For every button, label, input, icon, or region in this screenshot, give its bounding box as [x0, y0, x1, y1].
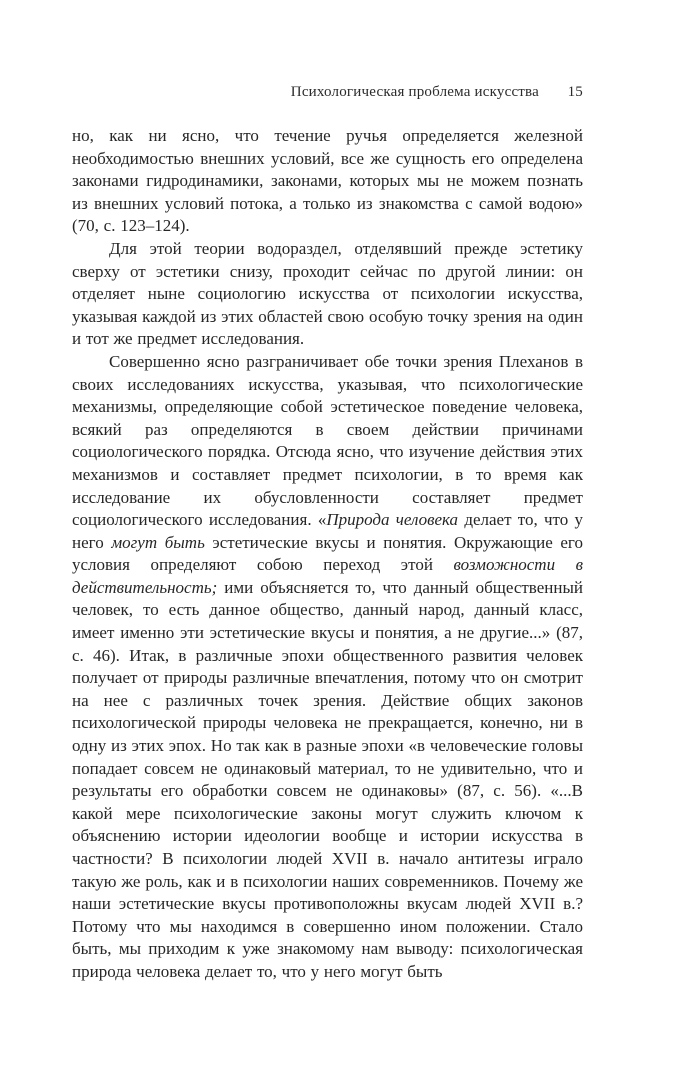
- text-run: эстетические вкусы и понятия. Окружающие его условия определяют собою переход этой: [72, 532, 583, 575]
- text-run-italic: возможности в действительность;: [72, 555, 584, 597]
- running-header-title: Психологическая проблема искусства: [290, 84, 539, 100]
- paragraph: [72, 238, 583, 351]
- text-run: ими объясняется то, что данный общественный человек, то есть данное общество, данный народ, данный класс, имеет именно эти эстетические вкусы и понятия, а не другие...» (87, с. 46). Итак, в различные эпохи общественного развития человек получает от природы различные впечатления, потому что он смотрит на нее с различных точек зрения. Действие общих законов психологической природы человека не прекращается, конечно, ни в одну из этих эпох. Но так как в разные эпохи «в человеческие головы попадает совсем не одинаковый материал, то не удивительно, что и результаты его обработки совсем не одинаковы» (87, с. 56). «...В какой мере психологические законы могут служить ключом к объяснению истории идеологии вообще и истории искусства в частности? В психологии людей XVII в. начало антитезы играло такую же роль, как и в психологии наших современников. Почему же наши эстетические вкусы противоположны вкусам людей XVII в.? Потому что мы находимся в совершенно ином положении. Стало быть, мы приходим к уже знакомому нам выводу: психологическая природа человека делает то, что у него могут быть: [72, 577, 583, 981]
- text-run-italic: могут быть: [111, 532, 205, 552]
- page-text: [72, 125, 583, 984]
- text-run: но, как ни ясно, что течение ручья определяется железной необходимостью внешних условий, все же сущность его определена законами гидродинамики, законами, которых мы не можем познать из внешних условий потока, а только из знакомства с самой водою» (70, с. 123–124).: [72, 126, 583, 236]
- text-run: Совершенно ясно разграничивает обе точки зрения Плеханов в своих исследованиях искусства, указывая, что психологические механизмы, определяющие собой эстетическое поведение человека, всякий раз определяются в своем действии причинами социологического порядка. Отсюда ясно, что изучение действия этих механизмов и составляет предмет психологии, в то время как исследование их обусловленности составляет предмет социологического исследования. «: [72, 351, 583, 530]
- text-run-italic: Природа человека: [326, 510, 459, 530]
- text-run: делает то, что у него: [72, 510, 583, 552]
- page-number: 15: [567, 84, 583, 100]
- paragraph: [72, 351, 583, 984]
- paragraph: [72, 125, 583, 238]
- text-run: Для этой теории водораздел, отделявший прежде эстетику сверху от эстетики снизу, проходит сейчас по другой линии: он отделяет ныне социологию искусства от психологии искусства, указывая каждой из этих областей свою особую точку зрения на один и тот же предмет исследования.: [72, 238, 583, 349]
- running-header: [72, 84, 583, 101]
